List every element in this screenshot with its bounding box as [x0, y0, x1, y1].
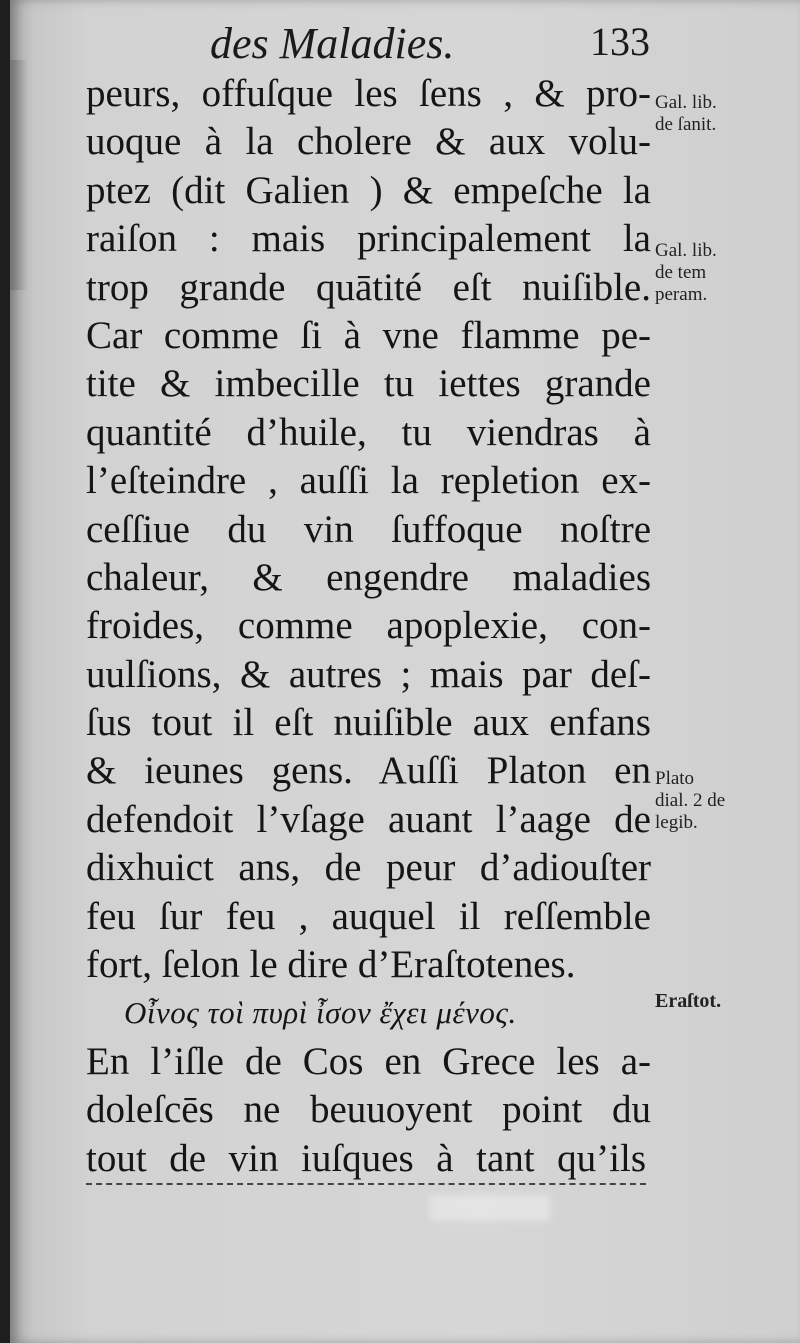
marginal-note-plato-legib: Plato dial. 2 de legib.: [655, 768, 726, 833]
marginal-note-erastot: Eraſtot.: [655, 990, 722, 1012]
text-line: ptez (dit Galien ) & empeſche la: [86, 168, 651, 212]
text-line: Car comme ſi à vne flamme pe-: [86, 313, 651, 357]
text-line: chaleur, & engendre maladies: [86, 555, 651, 599]
text-line: l’eſteindre , auſſi la repletion ex-: [86, 459, 651, 503]
text-line: trop grande quātité eſt nuiſible.: [86, 265, 651, 309]
text-line: froides, comme apoplexie, con-: [86, 604, 651, 648]
running-title: des Maladies.: [210, 19, 455, 68]
text-line: ſus tout il eſt nuiſible aux enfans: [86, 701, 651, 745]
page-number: 133: [590, 19, 650, 64]
text-line: uoque à la cholere & aux volu-: [86, 120, 651, 164]
text-line: fort, ſelon le dire d’Eraſtotenes.: [86, 943, 576, 987]
text-line: tout de vin iuſques à tant qu’ils: [86, 1135, 646, 1185]
running-head: [10, 18, 800, 66]
text-line: quantité d’huile, tu viendras à: [86, 410, 651, 454]
text-line: peurs, offuſque les ſens , & pro-: [86, 72, 651, 115]
text-line: En l’iſle de Cos en Grece les a-: [86, 1039, 651, 1083]
text-line: tite & imbecille tu iettes grande: [86, 362, 651, 406]
text-line: & ieunes gens. Auſſi Platon en: [86, 749, 651, 793]
text-line: uulſions, & autres ; mais par deſ-: [86, 652, 651, 696]
marginal-note-galen-sanit: Gal. lib. de ſanit.: [655, 92, 717, 135]
text-line: defendoit l’vſage auant l’aage de: [86, 797, 651, 841]
text-line: ceſſiue du vin ſuffoque noſtre: [86, 507, 651, 551]
ink-bleed-smudge: [430, 1195, 550, 1221]
book-page: [10, 0, 800, 1343]
text-line: feu ſur feu , auquel il reſſemble: [86, 894, 651, 938]
text-line: raiſon : mais principalement la: [86, 217, 651, 261]
marginal-note-galen-temperam: Gal. lib. de tem peram.: [655, 240, 717, 305]
text-line: doleſcēs ne beuuoyent point du: [86, 1088, 651, 1132]
greek-quote: Οἶνος τοὶ πυρὶ ἶσον ἔχει μένος.: [124, 995, 517, 1031]
text-line: dixhuict ans, de peur d’adiouſter: [86, 846, 651, 890]
main-text-block: [86, 70, 651, 1185]
